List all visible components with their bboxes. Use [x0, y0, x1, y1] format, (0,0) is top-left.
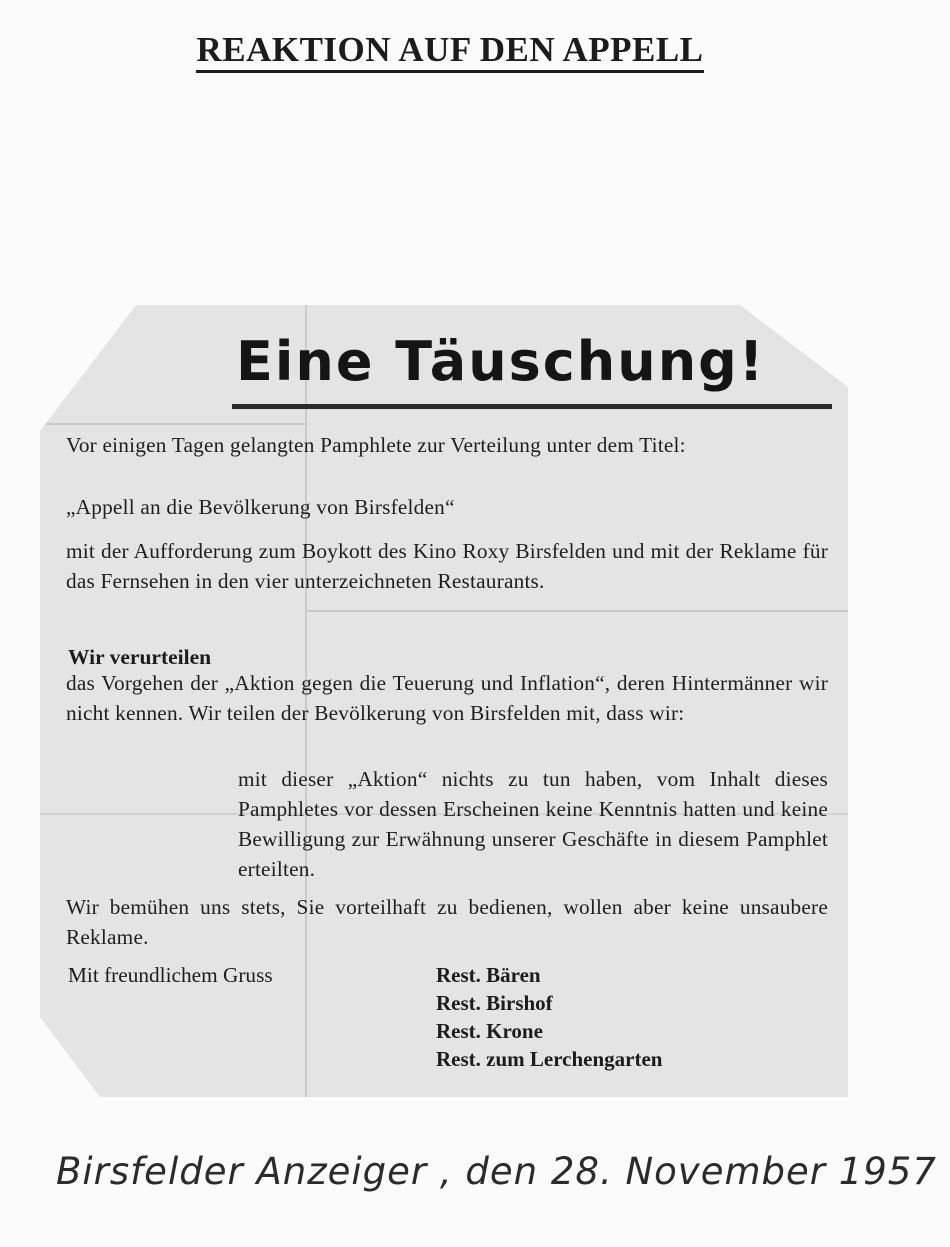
- signatory-item: Rest. Birshof: [436, 991, 553, 1015]
- paragraph-condemnation: das Vorgehen der „Aktion gegen die Teuerung und Inflation“, deren Hintermänner wir nicht kennen. Wir teilen der Bevölkerung von Birsfelden mit, dass wir:: [66, 671, 828, 725]
- paragraph-boycott: mit der Aufforderung zum Boykott des Kino Roxy Birsfelden und mit der Reklame für das Fernsehen in den vier unterzeichneten Restaurants.: [66, 539, 828, 593]
- subheading-verurteilen: Wir verurteilen: [68, 645, 212, 669]
- paragraph-appeal-title: „Appell an die Bevölkerung von Birsfelden“: [66, 495, 455, 519]
- headline-rule: [232, 404, 832, 409]
- bleed-rule: [40, 423, 305, 425]
- page-heading-text: REAKTION AUF DEN APPELL: [196, 30, 703, 73]
- paragraph-statement: mit dieser „Aktion“ nichts zu tun haben, vom Inhalt dieses Pamphletes vor dessen Erscheinen keine Kenntnis hatten und keine Bewilligung zur Erwähnung unserer Geschäfte in diesem Pamphlet erteilten.: [238, 767, 828, 881]
- signatory-item: Rest. zum Lerchengarten: [436, 1047, 663, 1071]
- signatory-item: Rest. Krone: [436, 1019, 543, 1043]
- page-heading: [0, 30, 900, 70]
- signatory-item: Rest. Bären: [436, 963, 541, 987]
- paragraph-intro: Vor einigen Tagen gelangten Pamphlete zur Verteilung unter dem Titel:: [66, 433, 686, 457]
- signatory-list: [436, 961, 662, 1073]
- paragraph-service: Wir bemühen uns stets, Sie vorteilhaft zu bedienen, wollen aber keine unsaubere Reklame.: [66, 895, 828, 949]
- handwritten-source-note: Birsfelder Anzeiger , den 28. November 1957: [56, 1150, 937, 1193]
- clipping-headline: Eine Täuschung!: [236, 330, 766, 393]
- bleed-rule: [305, 610, 848, 612]
- closing-greeting: Mit freundlichem Gruss: [68, 963, 273, 987]
